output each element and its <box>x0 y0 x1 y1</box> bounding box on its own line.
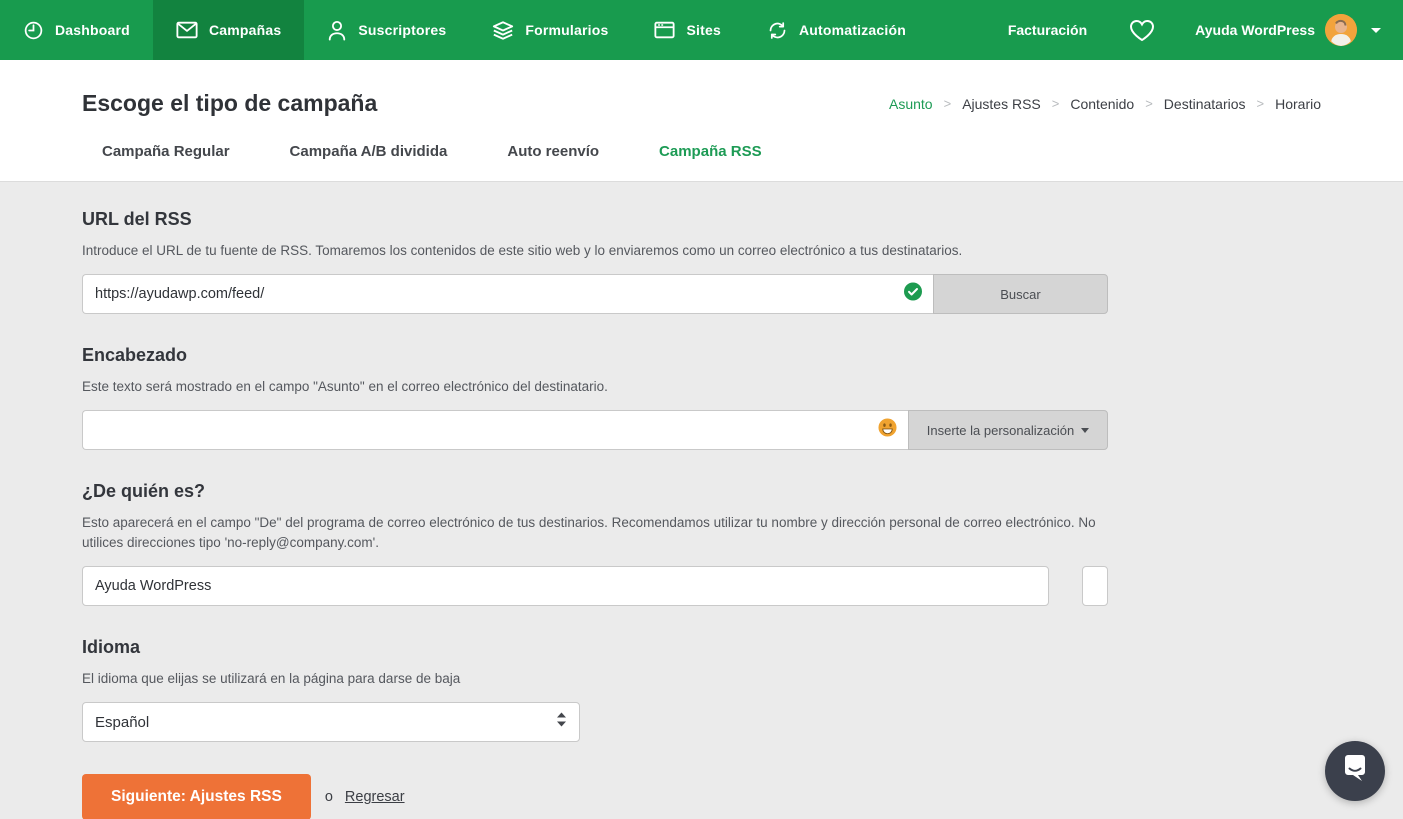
breadcrumb-separator: > <box>1256 96 1265 111</box>
nav-label: Suscriptores <box>358 22 447 38</box>
envelope-icon <box>176 21 198 39</box>
tab-auto-reenvio[interactable]: Auto reenvío <box>507 143 600 160</box>
nav-label: Automatización <box>798 22 906 38</box>
browser-icon <box>654 21 675 39</box>
section-description: El idioma que elijas se utilizará en la página para darse de baja <box>82 671 461 686</box>
nav-item-sites[interactable] <box>631 0 743 60</box>
section-heading: Encabezado <box>82 345 188 365</box>
avatar <box>1325 14 1357 46</box>
section-description: Este texto será mostrado en el campo "Asunto" en el correo electrónico del destinatario. <box>82 379 608 394</box>
regresar-link[interactable]: Regresar <box>344 789 405 805</box>
nav-label: Dashboard <box>55 22 130 38</box>
from-email-input[interactable] <box>1082 566 1108 606</box>
next-ajustes-rss-button[interactable]: Siguiente: Ajustes RSS <box>82 774 311 819</box>
nav-label: Formularios <box>525 22 609 38</box>
breadcrumb-step-horario[interactable]: Horario <box>1275 95 1321 112</box>
tab-campana-ab[interactable]: Campaña A/B dividida <box>289 143 448 160</box>
account-menu[interactable] <box>1177 14 1389 46</box>
buscar-button[interactable]: Buscar <box>933 274 1108 314</box>
chevron-down-icon <box>1371 28 1381 33</box>
section-idioma <box>82 637 1108 742</box>
layers-icon <box>492 20 514 41</box>
tab-campana-regular[interactable]: Campaña Regular <box>102 143 230 160</box>
form-actions <box>82 774 1108 819</box>
section-heading: ¿De quién es? <box>82 481 206 501</box>
breadcrumb-separator: > <box>943 96 952 111</box>
section-heading: Idioma <box>82 637 141 657</box>
nav-item-automation[interactable] <box>744 0 929 60</box>
breadcrumb-separator: > <box>1051 96 1060 111</box>
chat-bubble-icon <box>1341 755 1369 788</box>
section-heading: URL del RSS <box>82 209 192 229</box>
nav-item-dashboard[interactable] <box>0 0 153 60</box>
section-rss-url <box>82 209 1108 314</box>
chat-launcher-button[interactable] <box>1325 741 1385 801</box>
encabezado-input[interactable] <box>82 410 908 450</box>
nav-label: Sites <box>686 22 721 38</box>
person-icon <box>327 20 347 41</box>
nav-right <box>988 0 1403 60</box>
campaign-type-tabs <box>82 137 1321 185</box>
top-nav <box>0 0 1403 60</box>
breadcrumb-step-contenido[interactable]: Contenido <box>1070 95 1135 112</box>
nav-item-forms[interactable] <box>469 0 631 60</box>
section-encabezado <box>82 345 1108 450</box>
section-from <box>82 481 1108 606</box>
breadcrumb-step-destinatarios[interactable]: Destinatarios <box>1163 95 1246 112</box>
nav-item-campaigns[interactable] <box>153 0 304 60</box>
rss-url-input[interactable] <box>82 274 933 314</box>
chevron-down-icon <box>1081 428 1089 433</box>
or-label: o <box>324 789 333 805</box>
breadcrumb-step-asunto[interactable]: Asunto <box>889 95 933 112</box>
nav-item-subscribers[interactable] <box>304 0 469 60</box>
section-description: Esto aparecerá en el campo "De" del programa de correo electrónico de tus destinarios. Recomendamos utilizar tu nombre y dirección personal de correo electrónico. No utilices direcciones tipo 'no-reply@company.com'. <box>82 515 1096 550</box>
breadcrumb-step-ajustes-rss[interactable]: Ajustes RSS <box>962 95 1041 112</box>
form-content <box>0 181 1403 819</box>
clock-icon <box>23 20 44 41</box>
page-title: Escoge el tipo de campaña <box>82 90 378 116</box>
check-circle-icon <box>904 283 922 306</box>
breadcrumb <box>889 96 1321 112</box>
nav-item-billing[interactable]: Facturación <box>1007 22 1088 38</box>
language-select[interactable] <box>82 702 580 742</box>
nav-label: Campañas <box>208 22 282 38</box>
account-name: Ayuda WordPress <box>1195 22 1315 38</box>
page-header <box>0 60 1403 181</box>
heart-icon[interactable] <box>1107 19 1177 42</box>
tab-campana-rss[interactable]: Campaña RSS <box>639 137 782 185</box>
sync-icon <box>767 20 788 41</box>
insert-personalization-button[interactable] <box>908 410 1108 450</box>
from-name-input[interactable] <box>82 566 1049 606</box>
section-description: Introduce el URL de tu fuente de RSS. Tomaremos los contenidos de este sitio web y lo enviaremos como un correo electrónico a tus destinatarios. <box>82 243 963 258</box>
smiley-icon[interactable] <box>878 418 897 442</box>
breadcrumb-separator: > <box>1145 96 1153 111</box>
button-label: Inserte la personalización <box>926 422 1075 438</box>
main-menu <box>0 0 929 60</box>
